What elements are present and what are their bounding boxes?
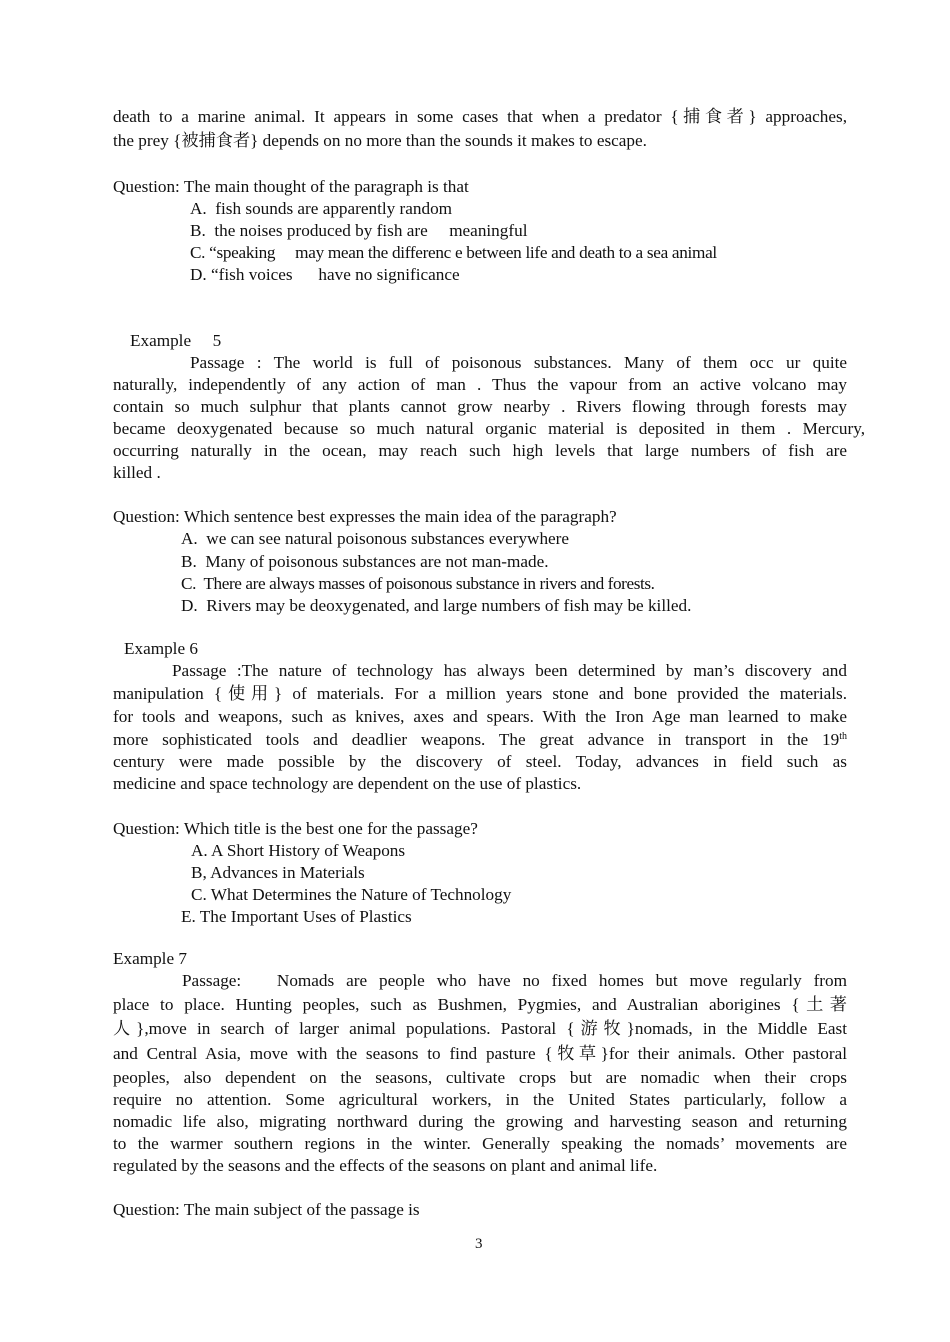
answer-option: E. The Important Uses of Plastics bbox=[181, 907, 412, 926]
passage-line: to the warmer southern regions in the winter. Generally speaking the nomads’ movements are bbox=[113, 1134, 847, 1153]
answer-option: D. “fish voices have no significance bbox=[190, 265, 460, 284]
passage-line: place to place. Hunting peoples, such as Bushmen, Pygmies, and Australian aborigines {土著 bbox=[113, 995, 847, 1014]
passage-line: killed . bbox=[113, 463, 161, 482]
page-number: 3 bbox=[475, 1236, 483, 1252]
question-text: Question: The main subject of the passage is bbox=[113, 1200, 420, 1219]
answer-option: B, Advances in Materials bbox=[191, 863, 365, 882]
passage-line: manipulation {使用} of materials. For a million years stone and bone provided the materials. bbox=[113, 684, 847, 703]
passage-line: the prey {被捕食者} depends on no more than the sounds it makes to escape. bbox=[113, 131, 647, 150]
answer-option: A. we can see natural poisonous substances everywhere bbox=[181, 529, 570, 548]
question-text: Question: Which sentence best expresses the main idea of the paragraph? bbox=[113, 507, 617, 526]
passage-line: contain so much sulphur that plants cannot grow nearby . Rivers flowing through forests may bbox=[113, 397, 847, 416]
example-heading: Example 6 bbox=[124, 639, 198, 658]
passage-line: nomadic life also, migrating northward during the growing and harvesting season and returning bbox=[113, 1112, 847, 1131]
answer-option: B. the noises produced by fish are meaningful bbox=[190, 221, 528, 240]
answer-option: B. Many of poisonous substances are not man-made. bbox=[181, 552, 549, 571]
passage-line: regulated by the seasons and the effects of the seasons on plant and animal life. bbox=[113, 1156, 658, 1175]
ordinal-superscript: th bbox=[839, 731, 847, 742]
passage-line: Passage: Nomads are people who have no fixed homes but move regularly from bbox=[182, 971, 847, 990]
example-heading: Example 5 bbox=[130, 331, 222, 350]
answer-option: A. A Short History of Weapons bbox=[191, 841, 406, 860]
question-text: Question: Which title is the best one for the passage? bbox=[113, 819, 478, 838]
answer-option: C. What Determines the Nature of Technology bbox=[191, 885, 512, 904]
answer-option: C. There are always masses of poisonous substance in rivers and forests. bbox=[181, 574, 655, 593]
passage-line: occurring naturally in the ocean, may reach such high levels that large numbers of fish are bbox=[113, 441, 847, 460]
passage-line: Passage :The nature of technology has always been determined by man’s discovery and bbox=[172, 661, 847, 680]
passage-line: Passage : The world is full of poisonous substances. Many of them occ ur quite bbox=[190, 353, 847, 372]
passage-line: require no attention. Some agricultural workers, in the United States particularly, follow a bbox=[113, 1090, 847, 1109]
passage-line bbox=[113, 729, 847, 751]
example-heading: Example 7 bbox=[113, 949, 187, 968]
answer-option: D. Rivers may be deoxygenated, and large numbers of fish may be killed. bbox=[181, 596, 692, 615]
passage-line: 人},move in search of larger animal populations. Pastoral {游牧}nomads, in the Middle East bbox=[113, 1019, 847, 1038]
answer-option: A. fish sounds are apparently random bbox=[190, 199, 453, 218]
passage-line: for tools and weapons, such as knives, axes and spears. With the Iron Age man learned to make bbox=[113, 707, 847, 726]
passage-line: century were made possible by the discovery of steel. Today, advances in field such as bbox=[113, 752, 847, 771]
answer-option: C. “speaking may mean the differenc e between life and death to a sea animal bbox=[190, 243, 717, 262]
passage-line: medicine and space technology are dependent on the use of plastics. bbox=[113, 774, 582, 793]
passage-line: became deoxygenated because so much natural organic material is deposited in them . Mercury, bbox=[113, 419, 865, 438]
passage-line: death to a marine animal. It appears in some cases that when a predator {捕食者} approaches, bbox=[113, 107, 847, 126]
passage-line: naturally, independently of any action of man . Thus the vapour from an active volcano may bbox=[113, 375, 847, 394]
question-text: Question: The main thought of the paragraph is that bbox=[113, 177, 469, 196]
passage-text: more sophisticated tools and deadlier weapons. The great advance in transport in the 19 bbox=[113, 730, 840, 749]
passage-line: and Central Asia, move with the seasons to find pasture {牧草}for their animals. Other pastoral bbox=[113, 1044, 847, 1063]
passage-line: peoples, also dependent on the seasons, cultivate crops but are nomadic when their crops bbox=[113, 1068, 847, 1087]
